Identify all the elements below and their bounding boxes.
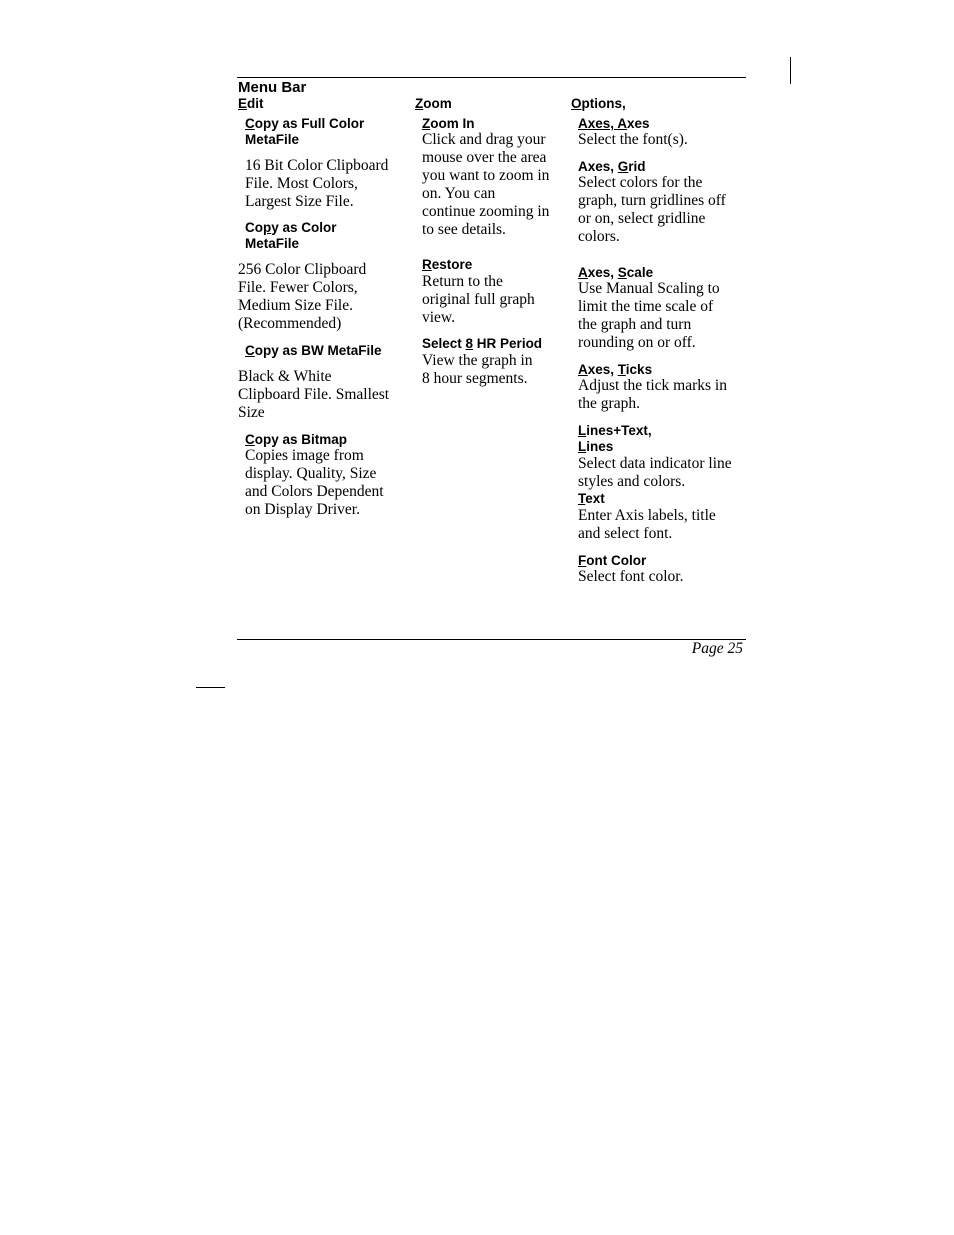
text-title <box>578 491 605 507</box>
restore-title <box>422 257 472 273</box>
axes-axes-title-a: xes, <box>587 116 618 131</box>
edit-menu-header-accel: E <box>238 96 248 111</box>
axes-axes-desc-1: Select the font(s). <box>578 131 688 148</box>
bottom-rule <box>237 639 746 640</box>
lines-subtitle <box>578 439 613 455</box>
zoom-in-title-rest: oom In <box>430 116 475 131</box>
axes-grid-accel: G <box>617 159 629 174</box>
select-8hr-title-rest: HR Period <box>473 336 543 351</box>
text-accel: T <box>578 491 586 506</box>
copy-color-title-line2: MetaFile <box>245 236 300 251</box>
axes-scale-title <box>578 265 653 281</box>
axes-grid-desc-3: or on, select gridline <box>578 210 706 227</box>
edit-menu-header-rest: dit <box>247 96 264 111</box>
axes-ticks-title-rest: icks <box>625 362 653 377</box>
axes-scale-title-rest: cale <box>626 265 654 280</box>
font-color-title-rest: ont Color <box>586 553 647 568</box>
margin-bar <box>790 57 791 84</box>
select-8hr-title <box>422 336 542 352</box>
font-color-title <box>578 553 646 569</box>
axes-scale-accel-1: A <box>578 265 588 280</box>
copy-bitmap-desc-2: display. Quality, Size <box>245 465 377 482</box>
copy-full-color-desc-3: Largest Size File. <box>245 193 354 210</box>
copy-bitmap-title-rest: opy as Bitmap <box>254 432 348 447</box>
copy-bitmap-accel: C <box>245 432 255 447</box>
axes-scale-title-a: xes, <box>587 265 618 280</box>
axes-ticks-desc-1: Adjust the tick marks in <box>578 377 727 394</box>
axes-grid-desc-4: colors. <box>578 228 620 245</box>
options-menu-header-accel: O <box>571 96 582 111</box>
select-8hr-title-a: Select <box>422 336 466 351</box>
axes-grid-title <box>578 159 646 175</box>
copy-bw-desc-3: Size <box>238 404 265 421</box>
copy-bitmap-desc-3: and Colors Dependent <box>245 483 384 500</box>
lines-text-accel: L <box>578 423 587 438</box>
zoom-menu-header-rest: oom <box>423 96 452 111</box>
lines-text-title <box>578 423 652 439</box>
copy-full-color-title <box>245 116 364 132</box>
options-menu-header-rest: ptions, <box>581 96 626 111</box>
axes-ticks-title-a: xes, <box>587 362 618 377</box>
copy-full-color-title-rest: opy as Full Color <box>254 116 365 131</box>
restore-accel: R <box>422 257 432 272</box>
axes-ticks-desc-2: the graph. <box>578 395 640 412</box>
zoom-in-desc-2: mouse over the area <box>422 149 547 166</box>
copy-color-desc-1: 256 Color Clipboard <box>238 261 367 278</box>
restore-desc-3: view. <box>422 309 455 326</box>
axes-scale-accel-2: S <box>617 265 627 280</box>
text-desc-2: and select font. <box>578 525 673 542</box>
axes-grid-desc-1: Select colors for the <box>578 174 703 191</box>
copy-color-title <box>245 220 337 236</box>
axes-axes-accel-2: A <box>617 116 628 131</box>
lines-desc-2: styles and colors. <box>578 473 686 490</box>
copy-full-color-title-line2: MetaFile <box>245 132 300 147</box>
copy-bw-accel: C <box>245 343 255 358</box>
restore-title-rest: estore <box>431 257 473 272</box>
copy-bw-title <box>245 343 382 359</box>
copy-bitmap-title <box>245 432 347 448</box>
restore-desc-2: original full graph <box>422 291 535 308</box>
select-8hr-accel: 8 <box>465 336 474 351</box>
restore-desc-1: Return to the <box>422 273 503 290</box>
copy-full-color-desc-1: 16 Bit Color Clipboard <box>245 157 389 174</box>
font-color-accel: F <box>578 553 587 568</box>
lines-text-title-rest: ines+Text, <box>586 423 652 438</box>
zoom-in-desc-6: to see details. <box>422 221 506 238</box>
copy-color-accel: p <box>263 220 272 235</box>
axes-grid-desc-2: graph, turn gridlines off <box>578 192 726 209</box>
zoom-menu-header-accel: Z <box>415 96 424 111</box>
zoom-in-title <box>422 116 475 132</box>
copy-color-desc-2: File. Fewer Colors, <box>238 279 358 296</box>
copy-full-color-accel: C <box>245 116 255 131</box>
copy-bitmap-desc-1: Copies image from <box>245 447 364 464</box>
zoom-in-desc-3: you want to zoom in <box>422 167 550 184</box>
axes-ticks-title <box>578 362 652 378</box>
axes-grid-title-rest: rid <box>628 159 646 174</box>
copy-bw-desc-1: Black & White <box>238 368 332 385</box>
copy-color-title-a: Co <box>245 220 263 235</box>
text-title-rest: ext <box>585 491 605 506</box>
zoom-in-desc-5: continue zooming in <box>422 203 550 220</box>
options-menu-header <box>571 96 626 112</box>
font-color-desc-1: Select font color. <box>578 568 684 585</box>
copy-bw-desc-2: Clipboard File. Smallest <box>238 386 390 403</box>
edit-menu-header <box>238 96 264 112</box>
axes-scale-desc-4: rounding on or off. <box>578 334 696 351</box>
zoom-in-accel: Z <box>422 116 431 131</box>
section-title: Menu Bar <box>238 79 307 96</box>
axes-ticks-accel-1: A <box>578 362 588 377</box>
zoom-in-desc-1: Click and drag your <box>422 131 546 148</box>
copy-bitmap-desc-4: on Display Driver. <box>245 501 360 518</box>
axes-axes-accel-1: A <box>578 116 588 131</box>
copy-bw-title-rest: opy as BW MetaFile <box>254 343 382 358</box>
copy-full-color-desc-2: File. Most Colors, <box>245 175 358 192</box>
zoom-in-desc-4: on. You can <box>422 185 496 202</box>
lines-desc-1: Select data indicator line <box>578 455 732 472</box>
crop-mark <box>196 687 225 688</box>
axes-scale-desc-3: the graph and turn <box>578 316 692 333</box>
axes-axes-title-rest: xes <box>627 116 650 131</box>
axes-scale-desc-1: Use Manual Scaling to <box>578 280 720 297</box>
axes-axes-title <box>578 116 650 132</box>
top-rule <box>237 77 746 78</box>
copy-color-title-rest: y as Color <box>271 220 337 235</box>
axes-grid-title-a: Axes, <box>578 159 618 174</box>
axes-scale-desc-2: limit the time scale of <box>578 298 714 315</box>
copy-color-desc-3: Medium Size File. <box>238 297 353 314</box>
select-8hr-desc-2: 8 hour segments. <box>422 370 528 387</box>
axes-ticks-accel-2: T <box>617 362 626 377</box>
lines-subtitle-rest: ines <box>586 439 614 454</box>
zoom-menu-header <box>415 96 452 112</box>
copy-color-desc-4: (Recommended) <box>238 315 342 332</box>
page-number: Page 25 <box>691 640 743 657</box>
lines-accel: L <box>578 439 587 454</box>
select-8hr-desc-1: View the graph in <box>422 352 533 369</box>
text-desc-1: Enter Axis labels, title <box>578 507 716 524</box>
